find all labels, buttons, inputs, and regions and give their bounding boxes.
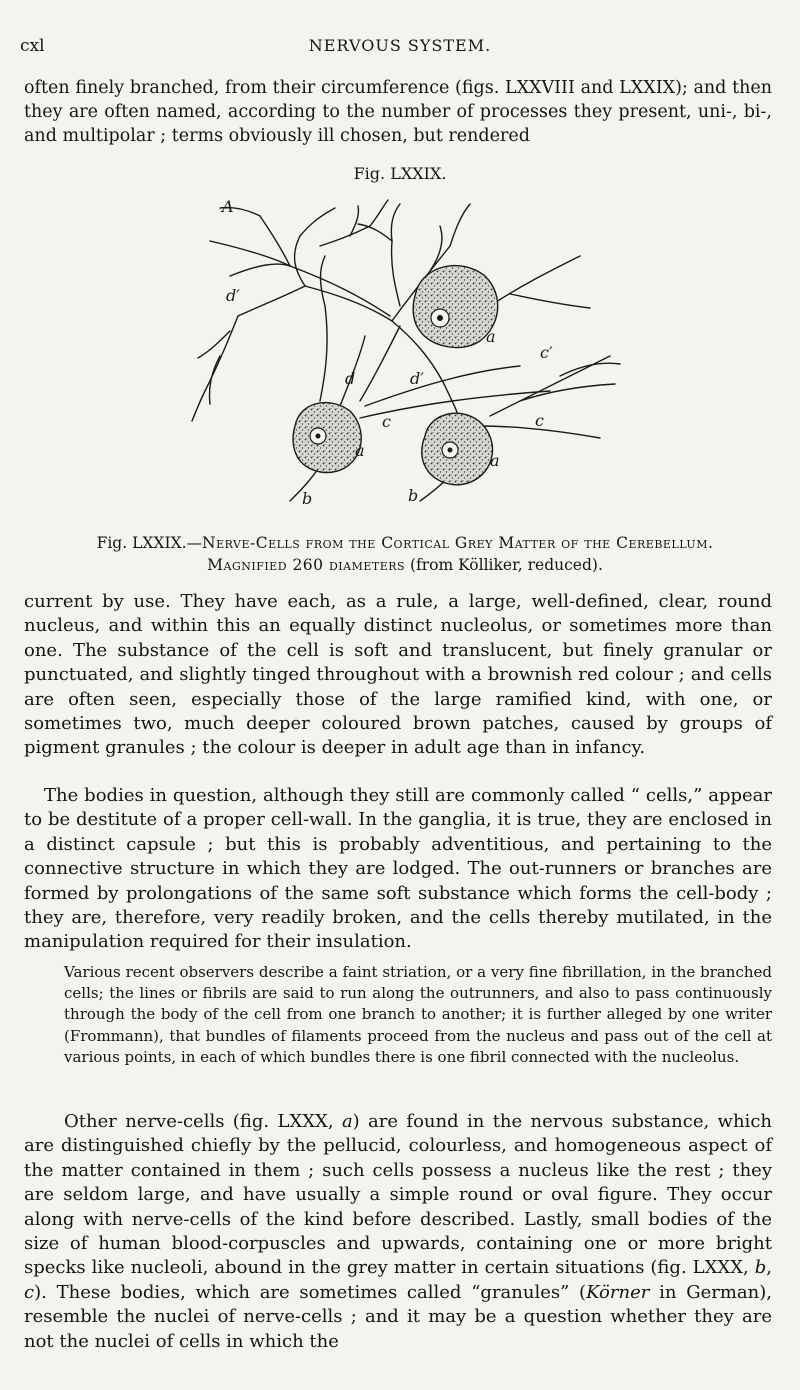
dendrite-branches [192, 200, 620, 501]
nerve-cells-illustration [160, 186, 630, 516]
fig-letter-d-prime-left: d′ [226, 286, 240, 305]
fig-letter-c-prime: c′ [540, 343, 553, 362]
paragraph-2: The bodies in question, although they still are commonly called “ cells,” appear to be destitute of a proper cell-wall. In the ganglia, it is true, they are enclosed in a distinct capsule ; but this is probably adventitious, and pertaining to the connective structure in which they are lodged. The out-runners or branches are formed by prolongations of the same soft substance which forms the cell-body ; they are, therefore, very readily broken, and the cells thereby mutilated, in the manipulation required for their insulation. [24, 785, 772, 953]
fig-letter-a-right: a [490, 451, 500, 470]
figure-caption [40, 532, 770, 576]
p3-ref-b: b [754, 1257, 767, 1279]
fig-letter-A: A [222, 197, 234, 216]
figure-label: Fig. LXXIX. [353, 164, 447, 183]
caption-lead: Fig. LXXIX.— [96, 534, 203, 552]
caption-source: (from Kölliker, reduced). [405, 556, 603, 574]
p3-korner: Körner [586, 1281, 650, 1303]
cell-body-left [293, 403, 361, 473]
paragraph-top: often finely branched, from their circumference (figs. LXXVIII and LXXIX); and then they are often named, according to the number of processes they present, uni-, bi-, and multipolar ; terms obviously ill chosen, but rendered [24, 78, 772, 146]
page-header [20, 36, 780, 60]
fig-letter-c-left: c [382, 412, 391, 431]
running-title: NERVOUS SYSTEM. [308, 36, 492, 55]
p3-text-3: ). These bodies, which are sometimes called “granules” ( [34, 1281, 587, 1303]
caption-title: Nerve-Cells from the Cortical Grey Matter of the Cerebellum. [202, 534, 714, 552]
p3-ref-c: c [24, 1281, 35, 1303]
fig-letter-c-right: c [535, 411, 544, 430]
p3-ref-a: a [341, 1111, 353, 1132]
fig-letter-d-left: d [345, 369, 356, 388]
paragraph-3 [24, 1110, 772, 1354]
fig-letter-a-top: a [486, 327, 496, 346]
p3-text-2: ) are found in the nervous substance, which are distinguished chiefly by the pellucid, colourless, and homogeneous aspect of the matter contained in them ; such cells possess a nucleus like the rest ; they are seldom large, and have usually a simple round or oval figure. They occur along with nerve-cells of the kind before described. Lastly, small bodies of the size of human blood-corpuscles and upwards, containing one or more bright specks like nucleoli, abound in the grey matter in certain situations (fig. LXXX, [24, 1111, 772, 1279]
small-print-paragraph: Various recent observers describe a faint striation, or a very fine fibrillation, in the branched cells; the lines or fibrils are said to run along the outrunners, and also to pass continuously through the body of the cell from one branch to another; it is further alleged by one writer (Frommann), that bundles of filaments proceed from the nucleus and pass out of the cell at various points, in each of which bundles there is one fibril connected with the nucleolus. [64, 963, 772, 1066]
caption-magnification: Magnified 260 diameters [207, 556, 406, 574]
nerve-cells-figure [160, 186, 630, 516]
p3-text-4: in German), resemble the nuclei of nerve-cells ; and it may be a question whether they are not the nuclei of cells in which the [24, 1281, 772, 1352]
p3-sep: , [766, 1257, 772, 1279]
paragraph-1: current by use. They have each, as a rule, a large, well-defined, clear, round nucleus, and within this an equally distinct nucleolus, or sometimes more than one. The substance of the cell is soft and translucent, but finely granular or punctuated, and slightly tinged throughout with a brownish red colour ; and cells are often seen, especially those of the large ramified kind, with one, or sometimes two, much deeper coloured brown patches, caused by groups of pigment granules ; the colour is deeper in adult age than in infancy. [24, 591, 772, 759]
fig-letter-d-prime-mid: d′ [410, 369, 424, 388]
page-number: cxl [20, 36, 45, 56]
fig-letter-b-right: b [408, 486, 419, 505]
fig-letter-a-left: a [355, 441, 365, 460]
p3-text-1: Other nerve-cells (fig. LXXX, [64, 1111, 342, 1132]
fig-letter-b-left: b [302, 489, 313, 508]
